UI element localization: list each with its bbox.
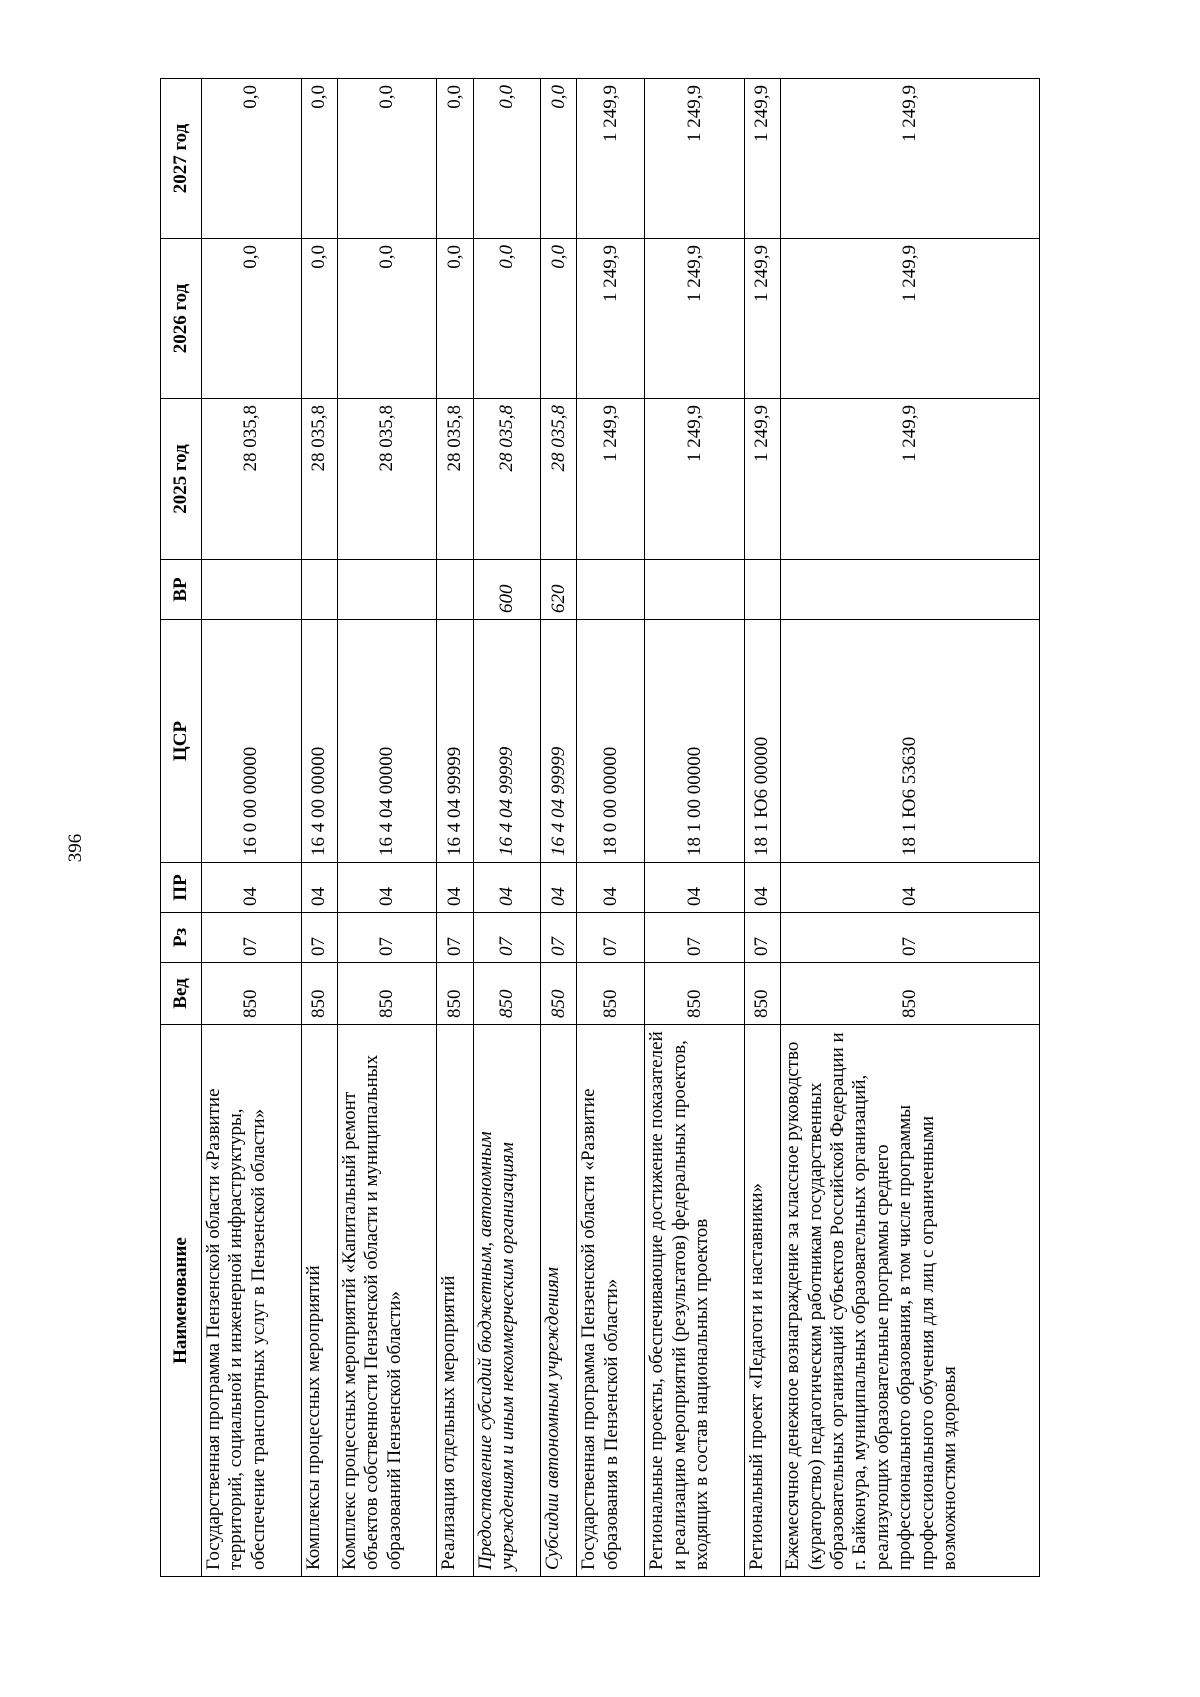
cell-csr: 16 4 00 00000 xyxy=(301,620,337,863)
cell-name: Реализация отдельных мероприятий xyxy=(437,1025,473,1577)
cell-csr: 16 4 04 00000 xyxy=(337,620,437,863)
cell-rz: 07 xyxy=(437,913,473,963)
cell-vr xyxy=(745,560,781,620)
table-row xyxy=(745,79,781,1577)
cell-pr: 04 xyxy=(437,863,473,913)
cell-vr xyxy=(437,560,473,620)
cell-name: Государственная программа Пензенской области «Развитие образования в Пензенской области» xyxy=(577,1025,645,1577)
cell-rz: 07 xyxy=(781,913,1040,963)
table-row xyxy=(437,79,473,1577)
cell-ved: 850 xyxy=(202,963,302,1025)
cell-rz: 07 xyxy=(473,913,541,963)
cell-pr: 04 xyxy=(781,863,1040,913)
cell-vr xyxy=(577,560,645,620)
cell-vr xyxy=(301,560,337,620)
cell-ved: 850 xyxy=(301,963,337,1025)
cell-ved: 850 xyxy=(541,963,577,1025)
cell-pr: 04 xyxy=(301,863,337,913)
cell-vr xyxy=(337,560,437,620)
cell-pr: 04 xyxy=(645,863,745,913)
cell-2026: 1 249,9 xyxy=(645,239,745,399)
col-header-pr: ПР xyxy=(161,863,202,913)
cell-pr: 04 xyxy=(745,863,781,913)
cell-2026: 0,0 xyxy=(473,239,541,399)
cell-vr: 600 xyxy=(473,560,541,620)
cell-2026: 0,0 xyxy=(541,239,577,399)
cell-2025: 1 249,9 xyxy=(645,399,745,560)
cell-2027: 1 249,9 xyxy=(745,79,781,239)
cell-csr: 18 1 Ю6 00000 xyxy=(745,620,781,863)
cell-name: Региональный проект «Педагоги и наставники» xyxy=(745,1025,781,1577)
cell-2026: 1 249,9 xyxy=(781,239,1040,399)
table-row xyxy=(202,79,302,1577)
cell-2027: 1 249,9 xyxy=(577,79,645,239)
cell-2027: 0,0 xyxy=(541,79,577,239)
cell-vr xyxy=(645,560,745,620)
cell-pr: 04 xyxy=(202,863,302,913)
table-row xyxy=(473,79,541,1577)
table-row xyxy=(781,79,1040,1577)
col-header-rz: Рз xyxy=(161,913,202,963)
cell-2027: 0,0 xyxy=(301,79,337,239)
cell-pr: 04 xyxy=(541,863,577,913)
cell-2025: 28 035,8 xyxy=(437,399,473,560)
page-number: 396 xyxy=(65,833,86,863)
cell-rz: 07 xyxy=(202,913,302,963)
cell-2026: 1 249,9 xyxy=(577,239,645,399)
table-row xyxy=(645,79,745,1577)
budget-table xyxy=(160,78,1040,1577)
cell-csr: 18 1 Ю6 53630 xyxy=(781,620,1040,863)
cell-rz: 07 xyxy=(745,913,781,963)
cell-ved: 850 xyxy=(577,963,645,1025)
col-header-csr: ЦСР xyxy=(161,620,202,863)
cell-name: Комплекс процессных мероприятий «Капитальный ремонт объектов собственности Пензенской области и муниципальных образований Пензенской области» xyxy=(337,1025,437,1577)
col-header-vr: ВР xyxy=(161,560,202,620)
cell-2025: 1 249,9 xyxy=(577,399,645,560)
cell-vr xyxy=(781,560,1040,620)
cell-csr: 18 1 00 00000 xyxy=(645,620,745,863)
cell-csr: 16 0 00 00000 xyxy=(202,620,302,863)
cell-rz: 07 xyxy=(645,913,745,963)
cell-2026: 0,0 xyxy=(337,239,437,399)
cell-2027: 1 249,9 xyxy=(645,79,745,239)
cell-rz: 07 xyxy=(301,913,337,963)
cell-name: Субсидии автономным учреждениям xyxy=(541,1025,577,1577)
cell-2027: 1 249,9 xyxy=(781,79,1040,239)
table-row xyxy=(577,79,645,1577)
cell-pr: 04 xyxy=(337,863,437,913)
cell-rz: 07 xyxy=(337,913,437,963)
cell-2025: 28 035,8 xyxy=(337,399,437,560)
cell-csr: 16 4 04 99999 xyxy=(473,620,541,863)
col-header-2027: 2027 год xyxy=(161,79,202,239)
table-row xyxy=(301,79,337,1577)
cell-name: Региональные проекты, обеспечивающие достижение показателей и реализацию мероприятий (результатов) федеральных проектов, входящих в состав национальных проектов xyxy=(645,1025,745,1577)
table-row xyxy=(337,79,437,1577)
cell-2025: 1 249,9 xyxy=(745,399,781,560)
table-body xyxy=(202,79,1040,1577)
col-header-name: Наименование xyxy=(161,1025,202,1577)
cell-csr: 16 4 04 99999 xyxy=(437,620,473,863)
cell-2027: 0,0 xyxy=(437,79,473,239)
cell-ved: 850 xyxy=(337,963,437,1025)
cell-name: Предоставление субсидий бюджетным, автономным учреждениям и иным некоммерческим организациям xyxy=(473,1025,541,1577)
cell-2025: 28 035,8 xyxy=(202,399,302,560)
table-row xyxy=(541,79,577,1577)
cell-2025: 28 035,8 xyxy=(473,399,541,560)
cell-2027: 0,0 xyxy=(202,79,302,239)
cell-name: Комплексы процессных мероприятий xyxy=(301,1025,337,1577)
cell-2025: 1 249,9 xyxy=(781,399,1040,560)
cell-2026: 0,0 xyxy=(437,239,473,399)
table-header-row xyxy=(161,79,202,1577)
cell-rz: 07 xyxy=(577,913,645,963)
cell-2026: 0,0 xyxy=(202,239,302,399)
cell-2025: 28 035,8 xyxy=(541,399,577,560)
cell-csr: 18 0 00 00000 xyxy=(577,620,645,863)
cell-2027: 0,0 xyxy=(473,79,541,239)
cell-2026: 1 249,9 xyxy=(745,239,781,399)
cell-ved: 850 xyxy=(473,963,541,1025)
col-header-2026: 2026 год xyxy=(161,239,202,399)
cell-ved: 850 xyxy=(437,963,473,1025)
cell-pr: 04 xyxy=(473,863,541,913)
cell-2025: 28 035,8 xyxy=(301,399,337,560)
cell-vr: 620 xyxy=(541,560,577,620)
cell-name: Ежемесячное денежное вознаграждение за классное руководство (кураторство) педагогическим работникам государственных образовательных организаций субъектов Российской Федерации и г. Байконура, муниципальных образовательных организаций, реализующих образовательные программы среднего профессионального образования, в том числе программы профессионального обучения для лиц с ограниченными возможностями здоровья xyxy=(781,1025,1040,1577)
cell-rz: 07 xyxy=(541,913,577,963)
budget-table-container xyxy=(160,79,1040,1577)
cell-name: Государственная программа Пензенской области «Развитие территорий, социальной и инженерной инфраструктуры, обеспечение транспортных услуг в Пензенской области» xyxy=(202,1025,302,1577)
col-header-2025: 2025 год xyxy=(161,399,202,560)
cell-ved: 850 xyxy=(745,963,781,1025)
cell-2026: 0,0 xyxy=(301,239,337,399)
cell-ved: 850 xyxy=(645,963,745,1025)
cell-2027: 0,0 xyxy=(337,79,437,239)
col-header-ved: Вед xyxy=(161,963,202,1025)
cell-vr xyxy=(202,560,302,620)
cell-csr: 16 4 04 99999 xyxy=(541,620,577,863)
cell-pr: 04 xyxy=(577,863,645,913)
cell-ved: 850 xyxy=(781,963,1040,1025)
